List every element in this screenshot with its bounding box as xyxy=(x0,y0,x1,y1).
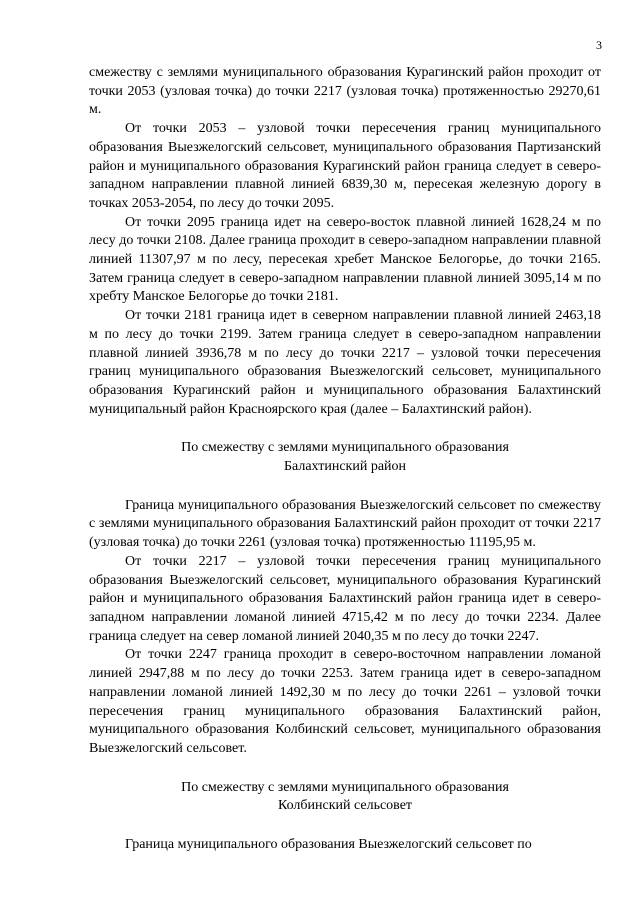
document-body xyxy=(89,64,601,855)
paragraph: От точки 2247 граница проходит в северо-восточном направлении ломаной линией 2947,88 м по лесу до точки 2253. Затем граница идет в северо-западном направлении ломаной линией 1492,30 м по лесу до точки 2261 – узловой точки пересечения границ муниципального образования Балахтинский район, муниципального образования Колбинский сельсовет, муниципального образования Выезжелогский сельсовет. xyxy=(89,647,601,756)
page-number: 3 xyxy=(596,38,602,52)
paragraph: Граница муниципального образования Выезжелогский сельсовет по смежеству с землями муниципального образования Балахтинский район проходит от точки 2217 (узловая точка) до точки 2261 (узловая точка) протяженностью 11195,95 м. xyxy=(89,497,601,551)
paragraph: От точки 2095 граница идет на северо-восток плавной линией 1628,24 м по лесу до точки 2108. Далее граница проходит в северо-западном направлении плавной линией 11307,97 м по лесу, пересекая хребет Манское Белогорье, до точки 2165. Затем граница следует в северо-западном направлении плавной линией 3095,14 м по хребту Манское Белогорье до точки 2181. xyxy=(89,214,601,305)
paragraph: От точки 2181 граница идет в северном направлении плавной линией 2463,18 м по лесу до точки 2199. Затем граница следует в северо-западном направлении плавной линией 3936,78 м по лесу до точки 2217 – узловой точки пересечения границ муниципального образования Выезжелогский сельсовет, муниципального образования Курагинский район и муниципального образования Балахтинский муниципальный район Красноярского края (далее – Балахтинский район). xyxy=(89,308,601,417)
section-heading-kolbinsky xyxy=(89,779,601,816)
paragraph: смежеству с землями муниципального образования Курагинский район проходит от точки 2053 (узловая точка) до точки 2217 (узловая точка) протяженностью 29270,61 м. xyxy=(89,65,601,118)
section-heading-line: По смежеству с землями муниципального образования xyxy=(181,779,509,795)
section-heading-line: Балахтинский район xyxy=(283,459,407,475)
paragraph: От точки 2217 – узловой точки пересечения границ муниципального образования Выезжелогский сельсовет, муниципального образования Курагинский район и муниципального образования Балахтинский район граница идет в северо-западном направлении ломаной линией 4715,42 м по лесу до точки 2234. Далее граница следует на север ломаной линией 2040,35 м по лесу до точки 2247. xyxy=(89,553,601,644)
section-heading-line: По смежеству с землями муниципального образования xyxy=(181,440,509,456)
section-heading-balakhtinsky xyxy=(89,439,601,476)
section-heading-line: Колбинский сельсовет xyxy=(277,798,413,814)
paragraph: От точки 2053 – узловой точки пересечения границ муниципального образования Выезжелогский сельсовет, муниципального образования Партизанский район и муниципального образования Курагинский район граница следует в северо-западном направлении плавной линией 6839,30 м, пересекая железную дорогу в точках 2053-2054, по лесу до точки 2095. xyxy=(89,121,601,211)
paragraph: Граница муниципального образования Выезжелогский сельсовет по xyxy=(125,837,532,853)
